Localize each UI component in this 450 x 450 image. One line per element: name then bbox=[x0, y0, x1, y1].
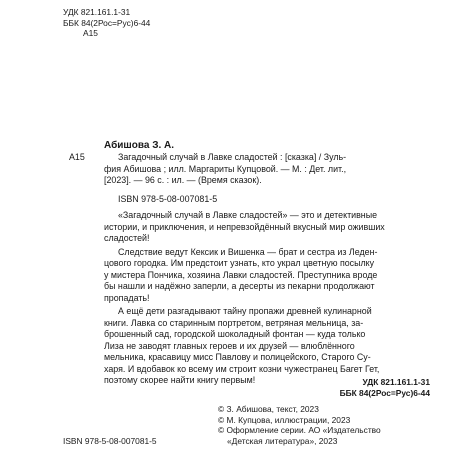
entry-line: Загадочный случай в Лавке сладостей : [сказка] / Зуль- bbox=[118, 152, 347, 162]
annotation-line: книги. Лавка со старинным портретом, ветряная мельница, за- bbox=[104, 317, 364, 328]
isbn-line: ISBN 978-5-08-007081-5 bbox=[118, 194, 218, 204]
udk-code-bottom: УДК 821.161.1-31 bbox=[362, 377, 430, 387]
annotation-line: «Загадочный случай в Лавке сладостей» — это и детективные bbox=[118, 210, 378, 220]
bbk-code: ББК 84(2Рос=Рус)6-44 bbox=[63, 17, 151, 28]
annotation bbox=[104, 210, 434, 387]
annotation-line: бы нашли и надёжно заперли, а десерты из пекарни продолжают bbox=[104, 281, 375, 291]
copyright-line: © Оформление серии. АО «Издательство bbox=[218, 425, 381, 436]
bottom-classification bbox=[340, 377, 430, 398]
entry-line: фия Абишова ; илл. Маргариты Купцовой. — М. : Дет. лит., bbox=[104, 163, 347, 174]
annotation-line: истории, и приключения, и непревзойдённый вкусный мир оживших bbox=[104, 221, 385, 232]
copyright-line: © М. Купцова, иллюстрации, 2023 bbox=[218, 414, 351, 425]
annotation-line: поэтому скорее найти книгу первым! bbox=[104, 375, 256, 385]
bibliographic-entry bbox=[104, 152, 434, 187]
top-classification bbox=[63, 7, 150, 39]
copyright-line: «Детская литература», 2023 bbox=[227, 435, 338, 446]
author-sign-margin: А15 bbox=[69, 152, 85, 162]
annotation-line: у мистера Пончика, хозяина Лавки сладостей. Преступника вроде bbox=[104, 269, 378, 280]
annotation-line: харя. И вдобавок ко всему им строит козни чужестранец Багет Гет, bbox=[104, 363, 380, 374]
copyright-line: © З. Абишова, текст, 2023 bbox=[218, 404, 319, 414]
copyright-block bbox=[218, 404, 381, 446]
annotation-line: пропадать! bbox=[104, 292, 150, 303]
footer-isbn: ISBN 978-5-08-007081-5 bbox=[63, 436, 157, 446]
annotation-line: А ещё дети разгадывают тайну пропажи древней кулинарной bbox=[118, 306, 372, 316]
annotation-line: Следствие ведут Кексик и Вишенка — брат и сестра из Леден- bbox=[118, 246, 378, 257]
entry-line: [2023]. — 96 с. : ил. — (Время сказок). bbox=[104, 175, 262, 185]
annotation-line: брошенный сад, городской шоколадный фонтан — куда только bbox=[104, 329, 366, 339]
bbk-code-bottom: ББК 84(2Рос=Рус)6-44 bbox=[339, 387, 430, 398]
udk-code: УДК 821.161.1-31 bbox=[63, 7, 131, 17]
annotation-line: мельника, красавицу мисс Павлову и полицейского, Старого Су- bbox=[104, 352, 371, 362]
annotation-line: сладостей! bbox=[104, 233, 150, 243]
author-name: Абишова З. А. bbox=[104, 140, 175, 151]
author-sign: А15 bbox=[83, 28, 98, 39]
annotation-line: Лиза не заводят главных героев и их друзей — влюблённого bbox=[104, 340, 355, 351]
annotation-line: цового городка. Им предстоит узнать, кто украл цветную посылку bbox=[104, 258, 375, 268]
